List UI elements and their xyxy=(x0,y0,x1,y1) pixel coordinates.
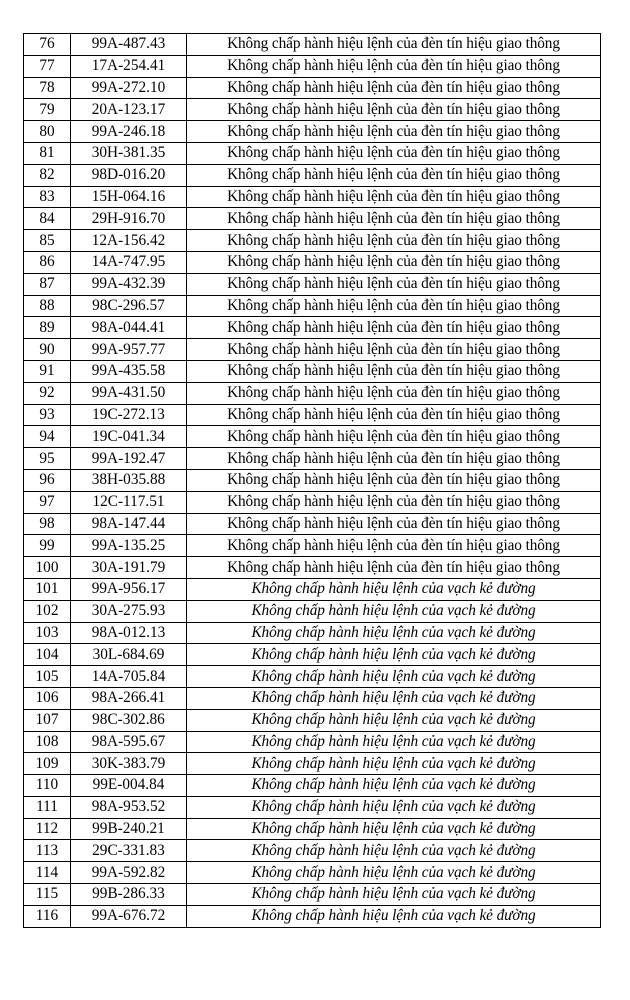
table-row xyxy=(24,818,601,840)
row-number-cell: 80 xyxy=(24,121,71,143)
violation-description-cell: Không chấp hành hiệu lệnh của đèn tín hiệu giao thông xyxy=(187,55,601,77)
row-number-cell: 104 xyxy=(24,644,71,666)
row-number-cell: 96 xyxy=(24,469,71,491)
table-row xyxy=(24,317,601,339)
row-number-cell: 92 xyxy=(24,382,71,404)
license-plate-cell: 15H-064.16 xyxy=(71,186,187,208)
table-row xyxy=(24,208,601,230)
violation-description-cell: Không chấp hành hiệu lệnh của đèn tín hiệu giao thông xyxy=(187,142,601,164)
license-plate-cell: 99A-676.72 xyxy=(71,905,187,927)
row-number-cell: 90 xyxy=(24,339,71,361)
violation-description-cell: Không chấp hành hiệu lệnh của vạch kẻ đường xyxy=(187,753,601,775)
row-number-cell: 105 xyxy=(24,666,71,688)
license-plate-cell: 12A-156.42 xyxy=(71,230,187,252)
row-number-cell: 99 xyxy=(24,535,71,557)
row-number-cell: 107 xyxy=(24,709,71,731)
table-row xyxy=(24,77,601,99)
table-row xyxy=(24,339,601,361)
license-plate-cell: 98D-016.20 xyxy=(71,164,187,186)
table-row xyxy=(24,273,601,295)
table-row xyxy=(24,448,601,470)
license-plate-cell: 19C-041.34 xyxy=(71,426,187,448)
table-row xyxy=(24,905,601,927)
table-row xyxy=(24,404,601,426)
violation-description-cell: Không chấp hành hiệu lệnh của vạch kẻ đường xyxy=(187,731,601,753)
license-plate-cell: 99A-957.77 xyxy=(71,339,187,361)
license-plate-cell: 99A-272.10 xyxy=(71,77,187,99)
table-row xyxy=(24,557,601,579)
table-row xyxy=(24,251,601,273)
table-row xyxy=(24,709,601,731)
violation-description-cell: Không chấp hành hiệu lệnh của vạch kẻ đường xyxy=(187,666,601,688)
violation-description-cell: Không chấp hành hiệu lệnh của vạch kẻ đường xyxy=(187,600,601,622)
row-number-cell: 89 xyxy=(24,317,71,339)
row-number-cell: 87 xyxy=(24,273,71,295)
table-row xyxy=(24,360,601,382)
table-row xyxy=(24,840,601,862)
license-plate-cell: 30K-383.79 xyxy=(71,753,187,775)
table-row xyxy=(24,186,601,208)
violation-description-cell: Không chấp hành hiệu lệnh của đèn tín hiệu giao thông xyxy=(187,164,601,186)
table-row xyxy=(24,295,601,317)
table-row xyxy=(24,731,601,753)
table-row xyxy=(24,687,601,709)
license-plate-cell: 98A-595.67 xyxy=(71,731,187,753)
row-number-cell: 111 xyxy=(24,796,71,818)
row-number-cell: 86 xyxy=(24,251,71,273)
violation-description-cell: Không chấp hành hiệu lệnh của vạch kẻ đường xyxy=(187,818,601,840)
table-row xyxy=(24,99,601,121)
violation-description-cell: Không chấp hành hiệu lệnh của đèn tín hiệu giao thông xyxy=(187,295,601,317)
violation-description-cell: Không chấp hành hiệu lệnh của đèn tín hiệu giao thông xyxy=(187,426,601,448)
violation-description-cell: Không chấp hành hiệu lệnh của vạch kẻ đường xyxy=(187,862,601,884)
license-plate-cell: 98A-266.41 xyxy=(71,687,187,709)
row-number-cell: 97 xyxy=(24,491,71,513)
table-row xyxy=(24,55,601,77)
row-number-cell: 110 xyxy=(24,775,71,797)
license-plate-cell: 98A-044.41 xyxy=(71,317,187,339)
violation-description-cell: Không chấp hành hiệu lệnh của đèn tín hiệu giao thông xyxy=(187,208,601,230)
row-number-cell: 88 xyxy=(24,295,71,317)
violation-description-cell: Không chấp hành hiệu lệnh của đèn tín hiệu giao thông xyxy=(187,99,601,121)
table-row xyxy=(24,513,601,535)
row-number-cell: 81 xyxy=(24,142,71,164)
violation-description-cell: Không chấp hành hiệu lệnh của đèn tín hiệu giao thông xyxy=(187,251,601,273)
violation-description-cell: Không chấp hành hiệu lệnh của đèn tín hiệu giao thông xyxy=(187,382,601,404)
table-row xyxy=(24,469,601,491)
license-plate-cell: 99A-431.50 xyxy=(71,382,187,404)
violation-description-cell: Không chấp hành hiệu lệnh của đèn tín hiệu giao thông xyxy=(187,230,601,252)
license-plate-cell: 99B-240.21 xyxy=(71,818,187,840)
violation-description-cell: Không chấp hành hiệu lệnh của vạch kẻ đường xyxy=(187,840,601,862)
violation-description-cell: Không chấp hành hiệu lệnh của vạch kẻ đường xyxy=(187,578,601,600)
license-plate-cell: 17A-254.41 xyxy=(71,55,187,77)
license-plate-cell: 98A-147.44 xyxy=(71,513,187,535)
violation-description-cell: Không chấp hành hiệu lệnh của đèn tín hiệu giao thông xyxy=(187,491,601,513)
table-row xyxy=(24,164,601,186)
license-plate-cell: 30H-381.35 xyxy=(71,142,187,164)
license-plate-cell: 14A-747.95 xyxy=(71,251,187,273)
license-plate-cell: 99E-004.84 xyxy=(71,775,187,797)
table-row xyxy=(24,535,601,557)
violation-description-cell: Không chấp hành hiệu lệnh của đèn tín hiệu giao thông xyxy=(187,317,601,339)
license-plate-cell: 99A-956.17 xyxy=(71,578,187,600)
row-number-cell: 91 xyxy=(24,360,71,382)
violation-description-cell: Không chấp hành hiệu lệnh của đèn tín hiệu giao thông xyxy=(187,360,601,382)
row-number-cell: 82 xyxy=(24,164,71,186)
table-row xyxy=(24,600,601,622)
row-number-cell: 93 xyxy=(24,404,71,426)
violation-description-cell: Không chấp hành hiệu lệnh của đèn tín hiệu giao thông xyxy=(187,186,601,208)
row-number-cell: 77 xyxy=(24,55,71,77)
table-row xyxy=(24,796,601,818)
license-plate-cell: 12C-117.51 xyxy=(71,491,187,513)
row-number-cell: 112 xyxy=(24,818,71,840)
violation-description-cell: Không chấp hành hiệu lệnh của vạch kẻ đường xyxy=(187,905,601,927)
violation-description-cell: Không chấp hành hiệu lệnh của vạch kẻ đường xyxy=(187,644,601,666)
violation-description-cell: Không chấp hành hiệu lệnh của đèn tín hiệu giao thông xyxy=(187,273,601,295)
violation-description-cell: Không chấp hành hiệu lệnh của đèn tín hiệu giao thông xyxy=(187,535,601,557)
license-plate-cell: 19C-272.13 xyxy=(71,404,187,426)
license-plate-cell: 30L-684.69 xyxy=(71,644,187,666)
row-number-cell: 108 xyxy=(24,731,71,753)
license-plate-cell: 38H-035.88 xyxy=(71,469,187,491)
row-number-cell: 114 xyxy=(24,862,71,884)
table-row xyxy=(24,622,601,644)
violation-description-cell: Không chấp hành hiệu lệnh của đèn tín hiệu giao thông xyxy=(187,469,601,491)
row-number-cell: 84 xyxy=(24,208,71,230)
row-number-cell: 98 xyxy=(24,513,71,535)
row-number-cell: 79 xyxy=(24,99,71,121)
row-number-cell: 101 xyxy=(24,578,71,600)
row-number-cell: 100 xyxy=(24,557,71,579)
row-number-cell: 94 xyxy=(24,426,71,448)
table-row xyxy=(24,491,601,513)
row-number-cell: 115 xyxy=(24,884,71,906)
violation-description-cell: Không chấp hành hiệu lệnh của đèn tín hiệu giao thông xyxy=(187,513,601,535)
table-row xyxy=(24,34,601,56)
license-plate-cell: 99A-432.39 xyxy=(71,273,187,295)
table-row xyxy=(24,862,601,884)
violation-description-cell: Không chấp hành hiệu lệnh của đèn tín hiệu giao thông xyxy=(187,34,601,56)
table-row xyxy=(24,644,601,666)
violation-description-cell: Không chấp hành hiệu lệnh của vạch kẻ đường xyxy=(187,884,601,906)
row-number-cell: 83 xyxy=(24,186,71,208)
row-number-cell: 95 xyxy=(24,448,71,470)
license-plate-cell: 29H-916.70 xyxy=(71,208,187,230)
table-row xyxy=(24,426,601,448)
violations-table xyxy=(23,33,601,928)
license-plate-cell: 30A-191.79 xyxy=(71,557,187,579)
violation-description-cell: Không chấp hành hiệu lệnh của vạch kẻ đường xyxy=(187,709,601,731)
table-row xyxy=(24,578,601,600)
violations-table-body xyxy=(24,34,601,928)
license-plate-cell: 98C-296.57 xyxy=(71,295,187,317)
row-number-cell: 102 xyxy=(24,600,71,622)
violation-description-cell: Không chấp hành hiệu lệnh của vạch kẻ đường xyxy=(187,622,601,644)
violation-description-cell: Không chấp hành hiệu lệnh của đèn tín hiệu giao thông xyxy=(187,557,601,579)
license-plate-cell: 98A-012.13 xyxy=(71,622,187,644)
row-number-cell: 85 xyxy=(24,230,71,252)
violation-description-cell: Không chấp hành hiệu lệnh của đèn tín hiệu giao thông xyxy=(187,77,601,99)
license-plate-cell: 99A-435.58 xyxy=(71,360,187,382)
row-number-cell: 103 xyxy=(24,622,71,644)
table-row xyxy=(24,382,601,404)
violation-description-cell: Không chấp hành hiệu lệnh của vạch kẻ đường xyxy=(187,775,601,797)
license-plate-cell: 99A-592.82 xyxy=(71,862,187,884)
license-plate-cell: 98A-953.52 xyxy=(71,796,187,818)
row-number-cell: 113 xyxy=(24,840,71,862)
row-number-cell: 109 xyxy=(24,753,71,775)
table-row xyxy=(24,753,601,775)
violation-description-cell: Không chấp hành hiệu lệnh của vạch kẻ đường xyxy=(187,796,601,818)
violation-description-cell: Không chấp hành hiệu lệnh của đèn tín hiệu giao thông xyxy=(187,121,601,143)
license-plate-cell: 29C-331.83 xyxy=(71,840,187,862)
violation-description-cell: Không chấp hành hiệu lệnh của đèn tín hiệu giao thông xyxy=(187,339,601,361)
table-row xyxy=(24,142,601,164)
license-plate-cell: 99A-192.47 xyxy=(71,448,187,470)
license-plate-cell: 20A-123.17 xyxy=(71,99,187,121)
license-plate-cell: 99B-286.33 xyxy=(71,884,187,906)
license-plate-cell: 14A-705.84 xyxy=(71,666,187,688)
row-number-cell: 106 xyxy=(24,687,71,709)
table-row xyxy=(24,230,601,252)
table-row xyxy=(24,666,601,688)
violation-description-cell: Không chấp hành hiệu lệnh của vạch kẻ đường xyxy=(187,687,601,709)
row-number-cell: 76 xyxy=(24,34,71,56)
row-number-cell: 78 xyxy=(24,77,71,99)
license-plate-cell: 99A-246.18 xyxy=(71,121,187,143)
license-plate-cell: 30A-275.93 xyxy=(71,600,187,622)
license-plate-cell: 98C-302.86 xyxy=(71,709,187,731)
table-row xyxy=(24,775,601,797)
table-row xyxy=(24,121,601,143)
violation-description-cell: Không chấp hành hiệu lệnh của đèn tín hiệu giao thông xyxy=(187,448,601,470)
violation-description-cell: Không chấp hành hiệu lệnh của đèn tín hiệu giao thông xyxy=(187,404,601,426)
license-plate-cell: 99A-135.25 xyxy=(71,535,187,557)
license-plate-cell: 99A-487.43 xyxy=(71,34,187,56)
table-row xyxy=(24,884,601,906)
row-number-cell: 116 xyxy=(24,905,71,927)
